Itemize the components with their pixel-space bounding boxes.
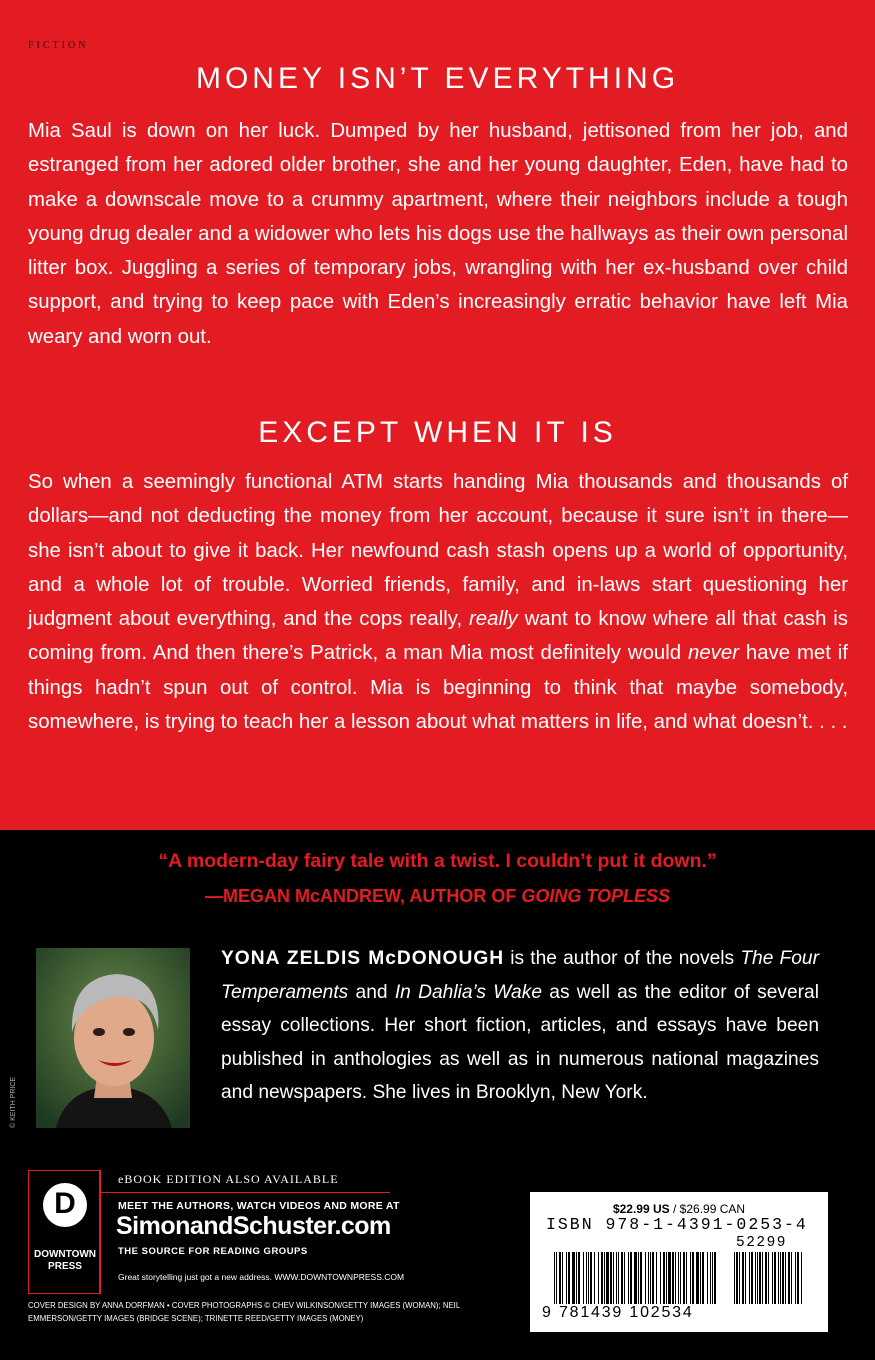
barcode-bar xyxy=(683,1252,685,1304)
barcode-bar xyxy=(782,1252,784,1304)
book-title: The Four Temperaments xyxy=(221,948,819,1003)
barcode-bar xyxy=(586,1252,587,1304)
barcode-bar xyxy=(672,1252,674,1304)
barcode-bar xyxy=(707,1252,708,1304)
barcode-bar xyxy=(562,1252,563,1304)
barcode-bar xyxy=(572,1252,575,1304)
barcode-bar xyxy=(736,1252,738,1304)
barcode-bar xyxy=(668,1252,671,1304)
barcode-bar xyxy=(559,1252,561,1304)
barcode-bar xyxy=(554,1252,555,1304)
barcode-bar xyxy=(690,1252,691,1304)
barcode-bar xyxy=(700,1252,701,1304)
bio-text: and xyxy=(348,981,395,1003)
divider xyxy=(100,1170,101,1294)
synopsis-paragraph-2 xyxy=(28,465,848,739)
barcode-bar xyxy=(556,1252,557,1304)
synopsis-emphasis: never xyxy=(687,642,739,665)
barcode-bar xyxy=(604,1252,605,1304)
barcode-bar xyxy=(797,1252,799,1304)
barcode-bar xyxy=(634,1252,637,1304)
author-photo xyxy=(36,948,190,1128)
book-title: In Dahlia’s Wake xyxy=(394,981,542,1003)
barcode-bar xyxy=(618,1252,619,1304)
price-addon-code: 52299 xyxy=(736,1235,788,1251)
barcode-bar xyxy=(601,1252,603,1304)
barcode-bar xyxy=(568,1252,570,1304)
synopsis-text: want to know where all that cash is coming from. And then there’s Patrick, a man Mia most definitely would xyxy=(28,608,849,665)
heading-except-when-it-is: EXCEPT WHEN IT IS xyxy=(258,416,617,449)
ean-barcode xyxy=(554,1252,716,1304)
price-can: $26.99 CAN xyxy=(679,1202,746,1216)
attribution-book-title: GOING TOPLESS xyxy=(521,886,671,906)
barcode-bar xyxy=(778,1252,779,1304)
barcode-bar xyxy=(578,1252,580,1304)
barcode-bar xyxy=(678,1252,679,1304)
barcode-bar xyxy=(638,1252,639,1304)
barcode-bar xyxy=(576,1252,577,1304)
heading-money-isnt-everything: MONEY ISN’T EVERYTHING xyxy=(195,62,680,95)
barcode-bar xyxy=(616,1252,617,1304)
attribution-text: —MEGAN McANDREW, AUTHOR OF xyxy=(204,886,522,906)
barcode-bar xyxy=(680,1252,681,1304)
cover-credits: COVER DESIGN BY ANNA DORFMAN • COVER PHOTOGRAPHS © CHEV WILKINSON/GETTY IMAGES (WOMAN); NEIL EMMERSON/GETTY IMAGES (BRIDGE SCENE); TRINETTE REED/GETTY IMAGES (MONEY) xyxy=(28,1301,460,1323)
barcode-bar xyxy=(759,1252,761,1304)
barcode-bar xyxy=(710,1252,711,1304)
barcode-bar xyxy=(780,1252,781,1304)
ean-digits: 9 781439 102534 xyxy=(542,1304,694,1321)
publisher-logo xyxy=(28,1170,100,1294)
barcode-bar xyxy=(610,1252,612,1304)
synopsis-emphasis: really xyxy=(468,608,518,631)
barcode-bar xyxy=(762,1252,763,1304)
publisher-tagline: Great storytelling just got a new address. WWW.DOWNTOWNPRESS.COM xyxy=(118,1272,405,1282)
barcode-bar xyxy=(755,1252,756,1304)
barcode-bar xyxy=(566,1252,567,1304)
synopsis-paragraph-1: Mia Saul is down on her luck. Dumped by her husband, jettisoned from her job, and estranged from her adored older brother, she and her young daughter, Eden, have had to make a downscale move to a crummy apartment, where their neighbors include a tough young drug dealer and a widower who lets his dogs use the hallways as their own personal litter box. Juggling a series of temporary jobs, wrangling with her ex-husband over child support, and trying to keep pace with Eden’s increasingly erratic behavior have left Mia weary and worn out. xyxy=(28,120,848,348)
barcode-bar xyxy=(795,1252,796,1304)
barcode-bar xyxy=(739,1252,740,1304)
barcode-bar xyxy=(650,1252,651,1304)
barcode-bar xyxy=(624,1252,625,1304)
author-portrait-illustration xyxy=(36,948,190,1128)
barcode-bar xyxy=(774,1252,776,1304)
review-attribution xyxy=(0,886,875,907)
barcode-bar xyxy=(594,1252,595,1304)
barcode-bar xyxy=(745,1252,746,1304)
barcode-bar xyxy=(712,1252,713,1304)
barcode-bar xyxy=(749,1252,750,1304)
reading-groups-line: THE SOURCE FOR READING GROUPS xyxy=(118,1246,308,1257)
barcode-bar xyxy=(663,1252,665,1304)
barcode-bar xyxy=(645,1252,646,1304)
barcode-bar xyxy=(788,1252,790,1304)
publisher-logo-text: DOWNTOWN PRESS xyxy=(33,1249,97,1272)
price: $22.99 US / $26.99 CAN xyxy=(612,1202,746,1216)
divider xyxy=(100,1192,390,1193)
barcode-bar xyxy=(791,1252,792,1304)
barcode-bar xyxy=(751,1252,753,1304)
genre-label: FICTION xyxy=(28,40,89,51)
publisher-d-icon: D xyxy=(43,1183,87,1227)
author-name: YONA ZELDIS McDONOUGH xyxy=(221,948,505,969)
barcode-bar xyxy=(734,1252,735,1304)
barcode-bar xyxy=(648,1252,649,1304)
addon-barcode xyxy=(734,1252,802,1304)
barcode-bar xyxy=(621,1252,623,1304)
barcode-bar xyxy=(714,1252,716,1304)
meet-the-authors-line: MEET THE AUTHORS, WATCH VIDEOS AND MORE AT xyxy=(118,1200,400,1212)
barcode-bar xyxy=(588,1252,589,1304)
barcode-bar xyxy=(768,1252,769,1304)
barcode-bar xyxy=(583,1252,584,1304)
barcode-bar xyxy=(613,1252,614,1304)
barcode-bar xyxy=(696,1252,699,1304)
author-bio xyxy=(221,942,819,1110)
barcode-bar xyxy=(640,1252,642,1304)
barcode-bar xyxy=(652,1252,654,1304)
barcode-bar xyxy=(765,1252,767,1304)
barcode-bar xyxy=(630,1252,632,1304)
barcode-bar xyxy=(692,1252,694,1304)
bio-text: as well as the editor of several essay collections. Her short fiction, articles, and essays have been published in anthologies as well as in numerous national magazines and newspapers. She lives in Brooklyn, New York. xyxy=(221,981,819,1103)
barcode-bar xyxy=(757,1252,758,1304)
publisher-website[interactable]: SimonandSchuster.com xyxy=(116,1212,391,1240)
synopsis-text: have met if things hadn’t spun out of control. Mia is beginning to think that maybe somebody, somewhere, is trying to teach her a lesson about what matters in life, and what doesn’t. . . . xyxy=(28,642,848,734)
bio-text: is the author of the novels xyxy=(504,948,741,969)
synopsis-text: So when a seemingly functional ATM starts handing Mia thousands and thousands of dollars—and not deducting the money from her account, because it sure isn’t in there—she isn’t about to give it back. Her newfound cash stash opens up a world of opportunity, and a whole lot of trouble. Worried friends, family, and in-laws start questioning her judgment about everything, and the cops really, xyxy=(28,471,848,631)
barcode-bar xyxy=(606,1252,609,1304)
barcode-bar xyxy=(660,1252,661,1304)
barcode-bar xyxy=(590,1252,592,1304)
barcode-bar xyxy=(666,1252,667,1304)
barcode-bar xyxy=(772,1252,773,1304)
barcode-bar xyxy=(598,1252,599,1304)
barcode-bar xyxy=(656,1252,657,1304)
barcode-bar xyxy=(785,1252,786,1304)
barcode-bar xyxy=(628,1252,629,1304)
ebook-note: eBOOK EDITION ALSO AVAILABLE xyxy=(118,1172,339,1186)
isbn-text: ISBN 978-1-4391-0253-4 xyxy=(546,1215,808,1234)
photo-credit: © KEITH PRICE xyxy=(10,1076,17,1128)
review-quote: “A modern-day fairy tale with a twist. I couldn’t put it down.” xyxy=(158,850,717,872)
barcode-bar xyxy=(702,1252,704,1304)
barcode-bar xyxy=(742,1252,744,1304)
price-us: $22.99 US xyxy=(612,1202,670,1216)
barcode-box xyxy=(530,1192,828,1332)
barcode-bar xyxy=(801,1252,802,1304)
barcode-bar xyxy=(686,1252,687,1304)
barcode-bar xyxy=(675,1252,676,1304)
